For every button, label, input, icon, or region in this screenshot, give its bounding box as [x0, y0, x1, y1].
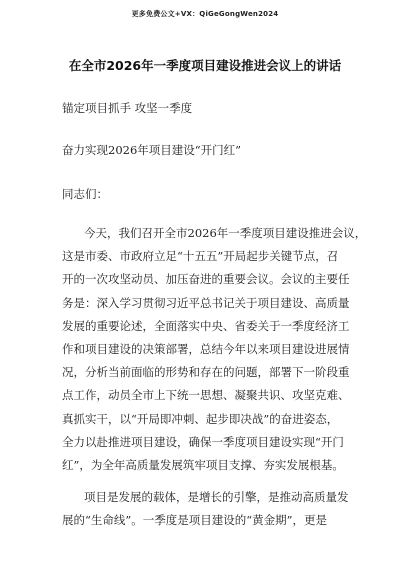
paragraph-2 [62, 486, 360, 532]
paragraph-line: 作和项目建设的决策部署，总结今年以来项目建设进展情 [62, 341, 350, 356]
paragraph-line: 发展的重要论述，全面落实中央、省委关于一季度经济工 [62, 318, 350, 333]
paragraph-line: 全力以赴推进项目建设，确保一季度项目建设实现“开门 [62, 434, 344, 449]
paragraph-line: 真抓实干，以“开局即冲刺、起步即决战”的奋进姿态， [62, 411, 339, 426]
paragraph-line: 开的一次攻坚动员、加压奋进的重要会议。会议的主要任 [62, 272, 350, 287]
paragraph-1 [62, 222, 367, 477]
paragraph-line: 这是市委、市政府立足“十五五”开局起步关键节点，召 [62, 249, 339, 264]
salutation: 同志们： [62, 187, 108, 201]
paragraph-line: 展的“生命线”。一季度是项目建设的“黄金期”，更是 [62, 513, 328, 528]
paragraph-line: 况，分析当前面临的形势和存在的问题，部署下一阶段重 [62, 365, 350, 380]
paragraph-line: 项目是发展的载体，是增长的引擎，是推动高质量发 [84, 490, 349, 504]
paragraph-line: 点工作，动员全市上下统一思想、凝聚共识、攻坚克难、 [62, 388, 350, 403]
header-note: 更多免费公文+VX：QiGeGongWen2024 [131, 10, 279, 18]
subtitle-2: 奋力实现2026年项目建设“开门红” [62, 143, 242, 157]
paragraph-line: 红”，为全年高质量发展筑牢项目支撑、夯实发展根基。 [62, 457, 344, 472]
page-title: 在全市2026年一季度项目建设推进会议上的讲话 [68, 58, 342, 73]
subtitle-1: 锚定项目抓手 攻坚一季度 [62, 101, 193, 115]
paragraph-line: 务是：深入学习贯彻习近平总书记关于项目建设、高质量 [62, 295, 350, 310]
paragraph-line: 今天，我们召开全市2026年一季度项目建设推进会议， [84, 226, 367, 240]
